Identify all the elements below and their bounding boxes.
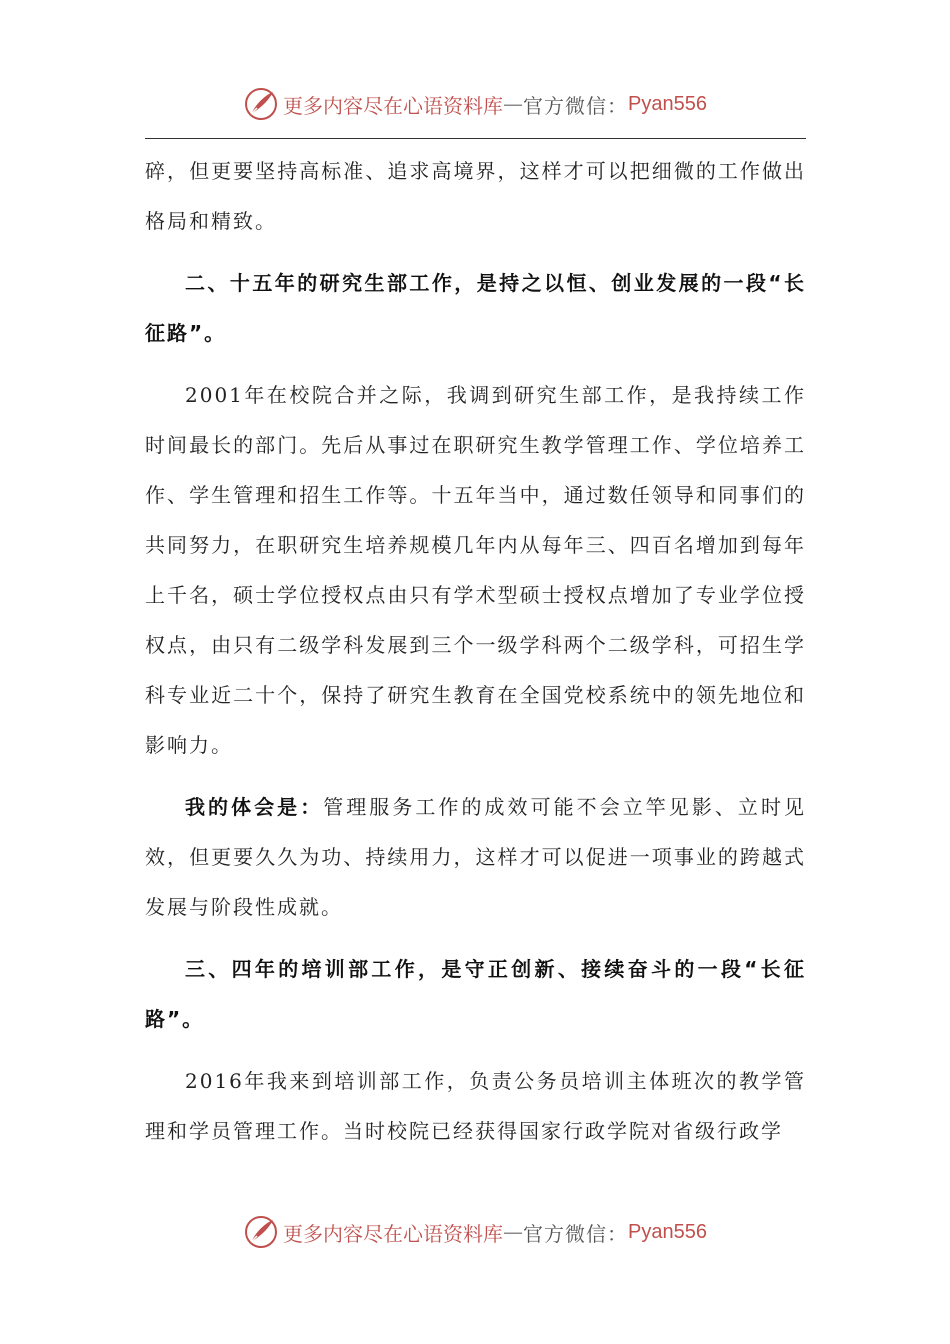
paragraph-training-dept: 2016年我来到培训部工作，负责公务员培训主体班次的教学管理和学员管理工作。当时校院已经获得国家行政学院对省级行政学 [145,1069,806,1143]
document-body [145,146,806,1156]
footer-brand: 更多内容尽在心语资料库 [283,1221,504,1246]
header-official-label: 官方微信： [523,93,629,118]
footer-official-label: 官方微信： [523,1221,629,1246]
paragraph-reflection [145,782,806,932]
header-divider [145,138,806,139]
quill-logo-icon [243,1214,279,1250]
footer-dash: — [503,1220,524,1244]
header-dash: — [503,92,524,116]
footer-wechat-id: Pyan556 [628,1220,707,1243]
header-banner [0,84,950,124]
section-heading-3: 三、四年的培训部工作，是守正创新、接续奋斗的一段“长征路”。 [145,957,806,1031]
reflection-text: 管理服务工作的成效可能不会立竿见影、立时见效，但更要久久为功、持续用力，这样才可以促进一项事业的跨越式发展与阶段性成就。 [145,795,807,919]
quill-logo-icon [243,86,279,122]
reflection-lead: 我的体会是： [185,795,324,819]
footer-banner [0,1212,950,1252]
paragraph-continuation: 碎，但更要坚持高标准、追求高境界，这样才可以把细微的工作做出格局和精致。 [145,159,806,233]
paragraph-graduate-dept: 2001年在校院合并之际，我调到研究生部工作，是我持续工作时间最长的部门。先后从事过在职研究生教学管理工作、学位培养工作、学生管理和招生工作等。十五年当中，通过数任领导和同事们的共同努力，在职研究生培养规模几年内从每年三、四百名增加到每年上千名，硕士学位授权点由只有学术型硕士授权点增加了专业学位授权点，由只有二级学科发展到三个一级学科两个二级学科，可招生学科专业近二十个，保持了研究生教育在全国党校系统中的领先地位和影响力。 [145,383,806,757]
section-heading-2: 二、十五年的研究生部工作，是持之以恒、创业发展的一段“长征路”。 [145,271,806,345]
header-brand: 更多内容尽在心语资料库 [283,93,504,118]
header-wechat-id: Pyan556 [628,92,707,115]
